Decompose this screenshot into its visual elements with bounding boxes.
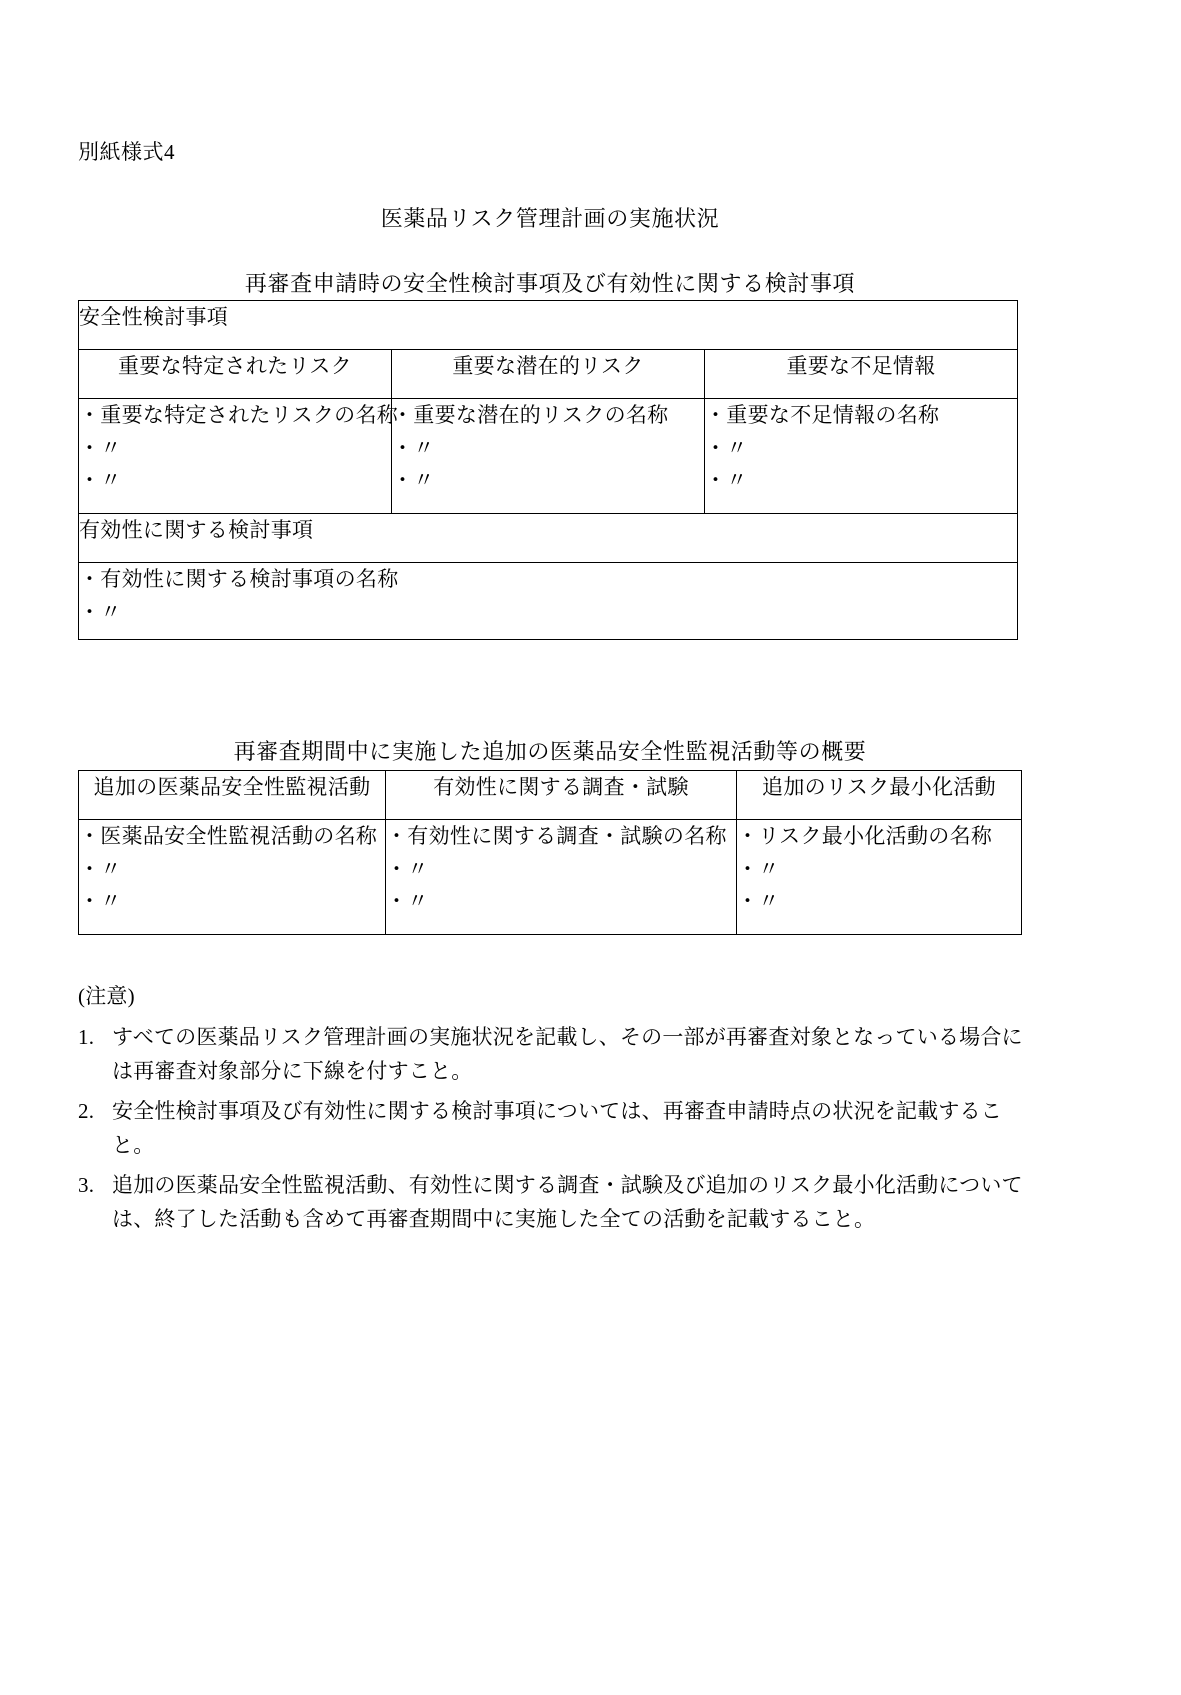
notes-section (78, 980, 1038, 1242)
table-row (79, 820, 1022, 935)
page-title: 医薬品リスク管理計画の実施状況 (380, 206, 720, 231)
bullet-list (705, 399, 1017, 497)
note-item-2 (78, 1094, 1038, 1162)
list-item: ・〃 (386, 889, 429, 914)
column-header-missing-information: 重要な不足情報 (705, 350, 1018, 399)
list-item: ・〃 (79, 599, 122, 624)
table-row (79, 399, 1018, 514)
cell-missing-information-list (705, 399, 1018, 514)
list-item: ・重要な不足情報の名称 (705, 403, 940, 427)
note-text: すべての医薬品リスク管理計画の実施状況を記載し、その一部が再審査対象となっている場合には再審査対象部分に下線を付すこと。 (112, 1025, 1023, 1084)
list-item: ・重要な特定されたリスクの名称 (79, 403, 399, 427)
bullet-list (79, 399, 399, 497)
list-item: ・有効性に関する検討事項の名称 (79, 567, 399, 591)
bullet-list (392, 399, 704, 497)
efficacy-banner-cell: 有効性に関する検討事項 (79, 514, 1018, 563)
list-item: ・〃 (705, 468, 748, 493)
list-item: ・〃 (737, 889, 780, 914)
table-row (79, 514, 1018, 563)
note-text: 安全性検討事項及び有効性に関する検討事項については、再審査申請時点の状況を記載すること。 (112, 1099, 1002, 1158)
bullet-list (386, 820, 736, 918)
column-header-risk-minimisation-activity: 追加のリスク最小化活動 (737, 771, 1022, 820)
form-number-label: 別紙様式4 (78, 140, 175, 164)
safety-considerations-table (78, 300, 1018, 640)
notes-heading: (注意) (78, 984, 135, 1008)
additional-activities-table (78, 770, 1022, 935)
table-row (79, 563, 1018, 640)
list-item: ・〃 (79, 856, 122, 881)
column-header-identified-risk: 重要な特定されたリスク (79, 350, 392, 399)
table-row (79, 301, 1018, 350)
list-item: ・〃 (79, 889, 122, 914)
note-item-1 (78, 1020, 1038, 1088)
cell-efficacy-list (79, 563, 1018, 640)
list-item: ・〃 (737, 856, 780, 881)
safety-banner-cell: 安全性検討事項 (79, 301, 1018, 350)
cell-potential-risk-list (392, 399, 705, 514)
column-header-pharmacovigilance-activity: 追加の医薬品安全性監視活動 (79, 771, 386, 820)
bullet-list (737, 820, 1021, 918)
cell-pharmacovigilance-activity-list (79, 820, 386, 935)
list-item: ・リスク最小化活動の名称 (737, 824, 993, 848)
column-header-efficacy-study: 有効性に関する調査・試験 (386, 771, 737, 820)
cell-risk-minimisation-activity-list (737, 820, 1022, 935)
bullet-list (79, 563, 1017, 628)
list-item: ・〃 (79, 435, 122, 460)
list-item: ・重要な潜在的リスクの名称 (392, 403, 669, 427)
list-item: ・〃 (705, 435, 748, 460)
list-item: ・〃 (79, 468, 122, 493)
note-number: 2. (78, 1099, 95, 1124)
note-number: 1. (78, 1025, 95, 1049)
list-item: ・〃 (392, 468, 435, 493)
list-item: ・有効性に関する調査・試験の名称 (386, 824, 727, 848)
note-text: 追加の医薬品安全性監視活動、有効性に関する調査・試験及び追加のリスク最小化活動については、終了した活動も含めて再審査期間中に実施した全ての活動を記載すること。 (112, 1173, 1023, 1232)
table-header-row (79, 771, 1022, 820)
list-item: ・〃 (386, 856, 429, 881)
activities-section-caption: 再審査期間中に実施した追加の医薬品安全性監視活動等の概要 (233, 739, 867, 764)
safety-section-caption: 再審査申請時の安全性検討事項及び有効性に関する検討事項 (244, 271, 856, 296)
cell-identified-risk-list (79, 399, 399, 514)
column-header-potential-risk: 重要な潜在的リスク (392, 350, 705, 399)
cell-efficacy-study-list (386, 820, 737, 935)
list-item: ・〃 (392, 435, 435, 460)
note-number: 3. (78, 1173, 95, 1198)
list-item: ・医薬品安全性監視活動の名称 (79, 824, 378, 848)
table-header-row (79, 350, 1018, 399)
bullet-list (79, 820, 385, 918)
note-item-3 (78, 1168, 1038, 1236)
